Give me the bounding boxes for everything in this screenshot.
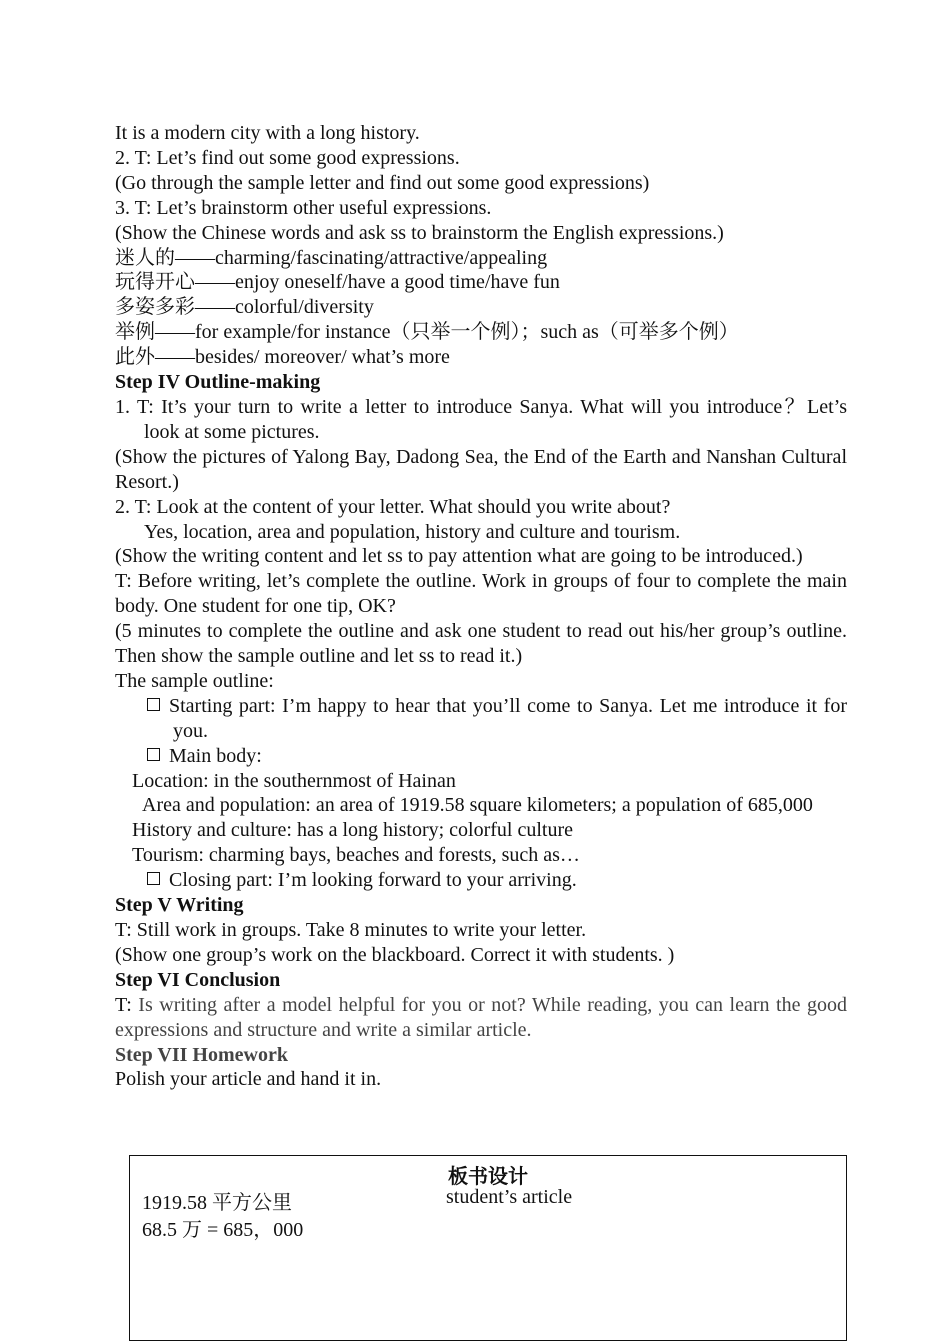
text-line: (Show one group’s work on the blackboard. Correct it with students. ) bbox=[115, 943, 675, 966]
text-line: Polish your article and hand it in. bbox=[115, 1068, 382, 1091]
text-line: It is a modern city with a long history. bbox=[115, 122, 420, 144]
checkbox-square-icon bbox=[147, 748, 160, 761]
conclusion-text: Is writing after a model helpful for you or not? While reading, you can learn the good expressions and structure and write a similar article. bbox=[115, 993, 847, 1041]
outline-item: Location: in the southernmost of Hainan bbox=[132, 769, 456, 792]
checkbox-square-icon bbox=[147, 872, 160, 885]
expression-line: 多姿多彩——colorful/diversity bbox=[115, 296, 374, 319]
lesson-plan-body bbox=[115, 121, 847, 1092]
board-left-line: 1919.58 平方公里 bbox=[142, 1192, 292, 1214]
paragraph: 1. T: It’s your turn to write a letter to introduce Sanya. What will you introduce？Let’s look at some pictures. bbox=[115, 395, 847, 443]
outline-item: Area and population: an area of 1919.58 square kilometers; a population of 685,000 bbox=[142, 794, 813, 817]
board-title: 板书设计 bbox=[448, 1166, 528, 1188]
expression-line: 举例——for example/for instance（只举一个例）；such as（可举多个例） bbox=[115, 321, 739, 344]
text-line: (Go through the sample letter and find out some good expressions) bbox=[115, 171, 650, 194]
text-line: Yes, location, area and population, history and culture and tourism. bbox=[144, 520, 681, 543]
expression-line: 迷人的——charming/fascinating/attractive/appealing bbox=[115, 246, 548, 269]
outline-bullet bbox=[115, 694, 847, 744]
blackboard-design-box bbox=[129, 1155, 847, 1341]
step-v-heading: Step V Writing bbox=[115, 894, 244, 917]
text-line: 2. T: Look at the content of your letter. What should you write about? bbox=[115, 495, 671, 518]
bullet-text: Starting part: I’m happy to hear that you’ll come to Sanya. Let me introduce it for you. bbox=[169, 694, 847, 742]
board-left-line: 68.5 万 = 685，000 bbox=[142, 1219, 304, 1241]
board-right-line: student’s article bbox=[446, 1186, 573, 1208]
speaker-prefix: T: bbox=[115, 993, 139, 1016]
step-vi-heading: Step VI Conclusion bbox=[115, 968, 281, 991]
paragraph: T: Before writing, let’s complete the outline. Work in groups of four to complete the main body. One student for one tip, OK? bbox=[115, 570, 847, 618]
outline-bullet bbox=[115, 868, 847, 893]
step-vii-heading: Step VII Homework bbox=[115, 1043, 288, 1066]
bullet-text: Closing part: I’m looking forward to your arriving. bbox=[169, 869, 577, 892]
text-line: (Show the Chinese words and ask ss to brainstorm the English expressions.) bbox=[115, 221, 724, 244]
text-line: T: Still work in groups. Take 8 minutes to write your letter. bbox=[115, 919, 587, 941]
expression-line: 此外——besides/ moreover/ what’s more bbox=[115, 346, 450, 369]
paragraph: (Show the pictures of Yalong Bay, Dadong Sea, the End of the Earth and Nanshan Cultural Resort.) bbox=[115, 445, 847, 493]
paragraph: (Show the writing content and let ss to pay attention what are going to be introduced.) bbox=[115, 545, 803, 568]
outline-item: History and culture: has a long history; colorful culture bbox=[132, 819, 574, 842]
expression-line: 玩得开心——enjoy oneself/have a good time/have fun bbox=[115, 271, 560, 294]
outline-bullet bbox=[115, 744, 847, 769]
outline-item: Tourism: charming bays, beaches and forests, such as… bbox=[132, 844, 580, 867]
checkbox-square-icon bbox=[147, 698, 160, 711]
paragraph bbox=[115, 993, 847, 1043]
paragraph: (5 minutes to complete the outline and ask one student to read out his/her group’s outline. Then show the sample outline and let ss to read it.) bbox=[115, 620, 847, 668]
text-line: 2. T: Let’s find out some good expressions. bbox=[115, 146, 460, 169]
text-line: The sample outline: bbox=[115, 669, 274, 692]
step-iv-heading: Step IV Outline-making bbox=[115, 371, 321, 394]
text-line: 3. T: Let’s brainstorm other useful expressions. bbox=[115, 196, 492, 219]
bullet-text: Main body: bbox=[169, 744, 262, 767]
